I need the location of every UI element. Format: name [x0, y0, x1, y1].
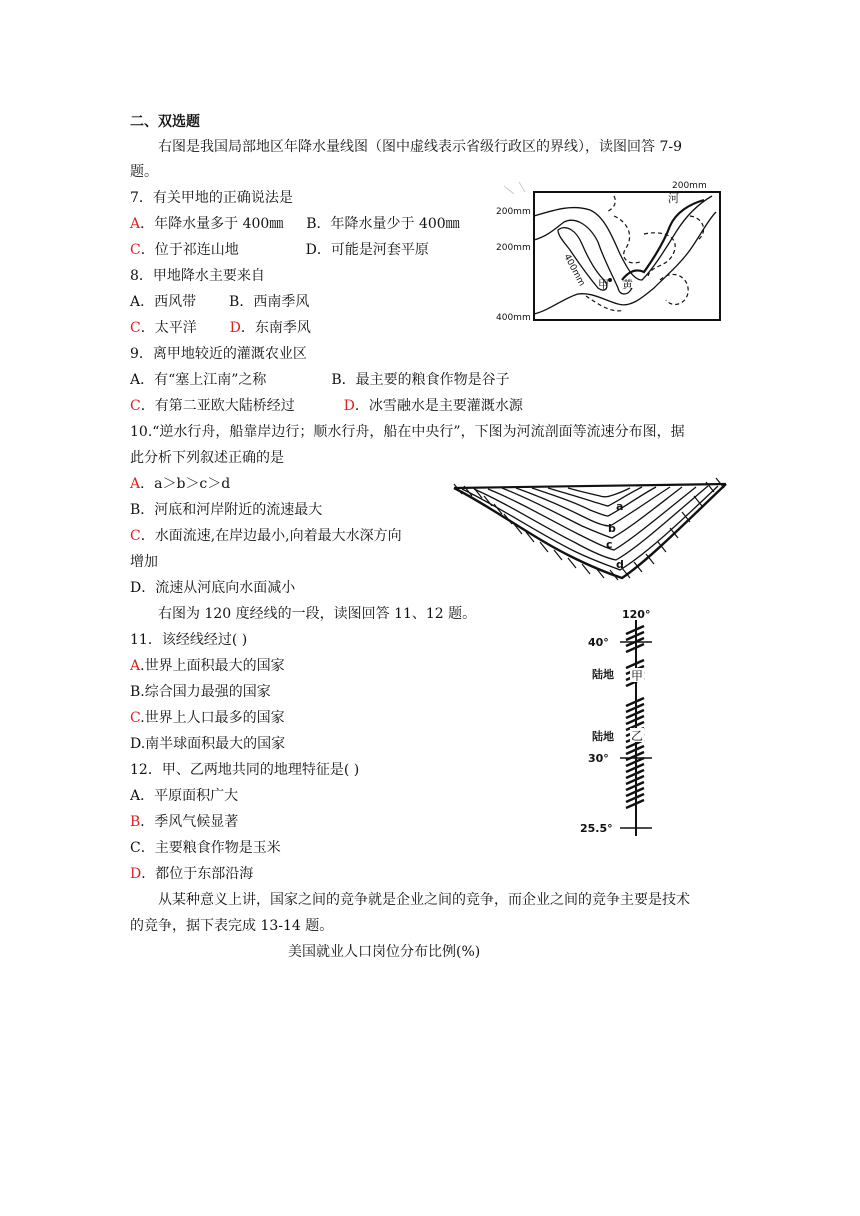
q9-option-b: B．最主要的粮食作物是谷子 [331, 372, 510, 388]
river-label-d: d [616, 558, 624, 571]
lat-40-label: 40° [588, 636, 609, 649]
q7-option-c: ．位于祁连山地 [140, 242, 239, 258]
map-label-200mm-left2: 200mm [496, 243, 531, 253]
q7-option-d: D．可能是河套平原 [305, 242, 429, 258]
q8-stem: 8．甲地降水主要来自 [130, 268, 265, 284]
map-label-he: 河 [668, 192, 679, 205]
q7-options-cd [130, 241, 429, 259]
intro-7-9-line2: 题。 [130, 164, 158, 180]
meridian-120-diagram [560, 606, 700, 842]
land-label-2: 陆地 [592, 730, 614, 743]
q10-stem-line2: 此分析下列叙述正确的是 [130, 450, 284, 466]
intro-7-9-line1: 右图是我国局部地区年降水量线图（图中虚线表示省级行政区的界线），读图回答 7-9 [158, 139, 682, 155]
q7-option-b: B．年降水量少于 400㎜ [306, 216, 460, 232]
lat-30-label: 30° [588, 752, 609, 765]
meridian-lon-label: 120° [622, 608, 651, 621]
lat-25-label: 25.5° [580, 822, 613, 835]
map-label-400mm-bottom: 400mm [496, 313, 531, 323]
q11-option-c: .世界上人口最多的国家 [140, 710, 285, 726]
q7-a-letter: A [130, 216, 141, 232]
q11-option-a: .世界上面积最大的国家 [140, 658, 285, 674]
map-label-200mm-left1: 200mm [496, 207, 531, 217]
q9-options-cd [130, 397, 523, 415]
q10-stem-line1: 10.“逆水行舟，船靠岸边行；顺水行舟，船在中央行”，下图为河流剖面等流速分布图，据 [130, 424, 685, 440]
q10-option-d: D．流速从河底向水面减小 [130, 580, 296, 596]
river-bed [454, 484, 726, 578]
q9-option-c: ．有第二亚欧大陆桥经过 [140, 398, 295, 414]
q8-options-ab [130, 293, 309, 311]
precipitation-map [494, 176, 734, 326]
q11-stem: 11．该经线经过( ) [130, 632, 248, 648]
meridian-label-yi: 乙 [631, 729, 644, 743]
q9-c-letter: C [130, 398, 141, 414]
q10-a-letter: A [130, 476, 141, 492]
intro-13-14-line2: 的竞争，据下表完成 13-14 题。 [130, 918, 334, 934]
map-label-200mm-top: 200mm [672, 181, 707, 191]
q10-option-c: ．水面流速,在岸边最小,向着最大水深方向 [140, 528, 402, 544]
q10-option-c-line [130, 527, 402, 545]
table-title: 美国就业人口岗位分布比例(%) [288, 944, 481, 960]
q11-option-d: D.南半球面积最大的国家 [130, 736, 286, 752]
q10-c-letter: C [130, 528, 141, 544]
q12-option-d: ．都位于东部沿海 [141, 866, 254, 882]
q9-d-letter: D [343, 398, 355, 414]
intro-11-12: 右图为 120 度经线的一段，读图回答 11、12 题。 [158, 606, 477, 622]
q8-option-b: B．西南季风 [229, 294, 310, 310]
q8-option-a: A．西风带 [130, 294, 197, 310]
q12-option-b: ．季风气候显著 [140, 814, 239, 830]
q11-a-letter: A [130, 658, 141, 674]
q9-options-ab [130, 371, 510, 389]
q12-option-a: A．平原面积广大 [130, 788, 239, 804]
section-heading: 二、双选题 [130, 114, 200, 130]
q8-option-c: ．太平洋 [140, 320, 197, 336]
river-label-c: c [606, 538, 613, 551]
q8-options-cd [130, 319, 311, 337]
intro-13-14-line1: 从某种意义上讲，国家之间的竞争就是企业之间的竞争，而企业之间的竞争主要是技术 [158, 892, 690, 908]
q10-option-c-cont: 增加 [130, 554, 158, 570]
q11-option-a-line [130, 657, 285, 675]
q7-stem: 7．有关甲地的正确说法是 [130, 190, 293, 206]
q12-option-b-line [130, 813, 238, 831]
q9-option-a: A．有“塞上江南”之称 [130, 372, 267, 388]
river-label-a: a [616, 500, 624, 513]
q7-option-a: ．年降水量多于 400㎜ [140, 216, 284, 232]
q10-option-a-line [130, 475, 230, 493]
q8-c-letter: C [130, 320, 141, 336]
q12-d-letter: D [130, 866, 142, 882]
q12-b-letter: B [130, 814, 141, 830]
map-label-huang: 黄 [622, 278, 633, 291]
q8-option-d: ．东南季风 [240, 320, 311, 336]
q11-option-c-line [130, 709, 285, 727]
water-surface [454, 484, 726, 488]
land-label-1: 陆地 [592, 668, 614, 681]
map-label-jia: 甲 [598, 278, 609, 291]
river-label-b: b [608, 522, 616, 535]
q12-stem: 12．甲、乙两地共同的地理特征是( ) [130, 762, 360, 778]
q10-option-b: B．河底和河岸附近的流速最大 [130, 502, 323, 518]
q7-options-ab [130, 215, 460, 233]
q7-c-letter: C [130, 242, 141, 258]
meridian-label-jia: 甲 [631, 669, 644, 683]
q8-d-letter: D [229, 320, 241, 336]
q11-c-letter: C [130, 710, 141, 726]
q9-option-d: ．冰雪融水是主要灌溉水源 [354, 398, 523, 414]
q12-option-d-line [130, 865, 253, 883]
river-section-diagram [450, 466, 730, 588]
map-label-400mm-curve: 400mm [561, 252, 587, 289]
q11-option-b: B.综合国力最强的国家 [130, 684, 271, 700]
q9-stem: 9．离甲地较近的灌溉农业区 [130, 346, 307, 362]
q12-option-c: C．主要粮食作物是玉米 [130, 840, 281, 856]
q10-option-a: ．a＞b＞c＞d [140, 476, 231, 492]
